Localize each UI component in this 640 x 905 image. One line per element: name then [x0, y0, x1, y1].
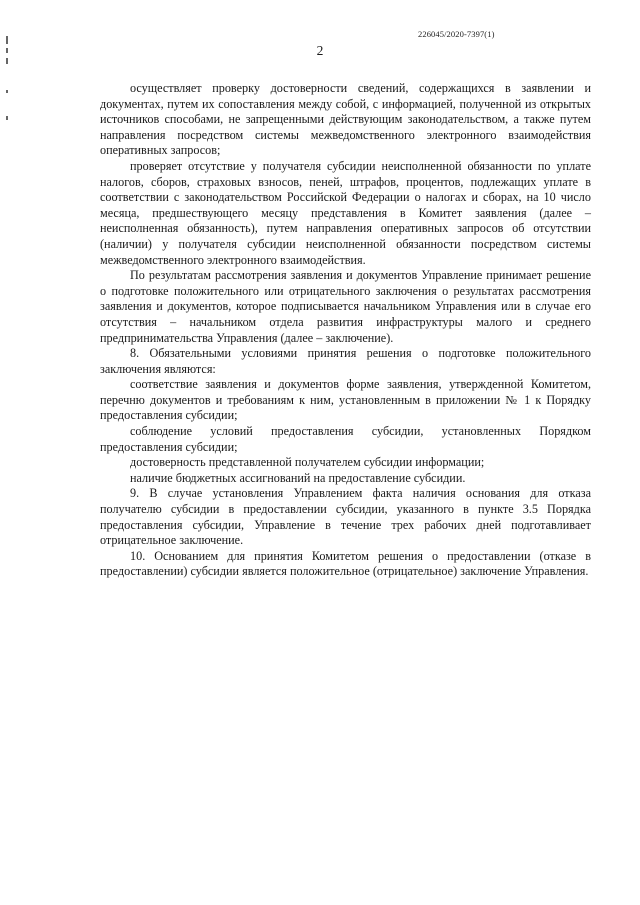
paragraph-item-10: 10. Основанием для принятия Комитетом решения о предоставлении (отказе в предоставлении) субсидии является положительное (отрицательное) заключение Управления.	[100, 548, 591, 579]
paragraph-verification: осуществляет проверку достоверности сведений, содержащихся в заявлении и документах, путем их сопоставления между собой, с информацией, полученной из открытых источников способами, не запрещенными действующим законодательством, а также путем направления посредством системы межведомственного электронного взаимодействия оперативных запросов;	[100, 81, 591, 158]
document-body	[100, 81, 591, 580]
paragraph-condition-form: соответствие заявления и документов форме заявления, утвержденной Комитетом, перечню документов и требованиям к ним, установленным в приложении № 1 к Порядку предоставления субсидии;	[100, 377, 591, 423]
document-registration-number: 226045/2020-7397(1)	[418, 29, 495, 39]
paragraph-condition-reliability: достоверность представленной получателем субсидии информации;	[130, 455, 485, 470]
paragraph-condition-budget: наличие бюджетных ассигнований на предоставление субсидии.	[130, 470, 466, 485]
paragraph-item-8: 8. Обязательными условиями принятия решения о подготовке положительного заключения являются:	[100, 346, 591, 376]
page-number: 2	[316, 43, 324, 58]
paragraph-tax-check: проверяет отсутствие у получателя субсидии неисполненной обязанности по уплате налогов, сборов, страховых взносов, пеней, штрафов, процентов, подлежащих уплате в соответствии с законодательством Российской Федерации о налогах и сборах, на 10 число месяца, предшествующего месяцу представления в Комитет заявления (далее – неисполненная обязанность), путем направления оперативных запросов об отсутствии (наличии) у получателя субсидии неисполненной обязанности посредством системы межведомственного электронного взаимодействия.	[100, 158, 591, 267]
paragraph-decision: По результатам рассмотрения заявления и документов Управление принимает решение о подготовке положительного или отрицательного заключения о результатах рассмотрения заявления и документов, которое подписывается начальником Управления или в случае его отсутствия – начальником отдела развития инфраструктуры малого и среднего предпринимательства Управления (далее – заключение).	[100, 268, 591, 345]
paragraph-condition-compliance: соблюдение условий предоставления субсидии, установленных Порядком предоставления субсидии;	[100, 424, 591, 454]
paragraph-item-9: 9. В случае установления Управлением факта наличия основания для отказа получателю субсидии в предоставлении субсидии, указанного в пункте 3.5 Порядка предоставления субсидии, Управление в течение трех рабочих дней подготавливает отрицательное заключение.	[100, 486, 591, 548]
